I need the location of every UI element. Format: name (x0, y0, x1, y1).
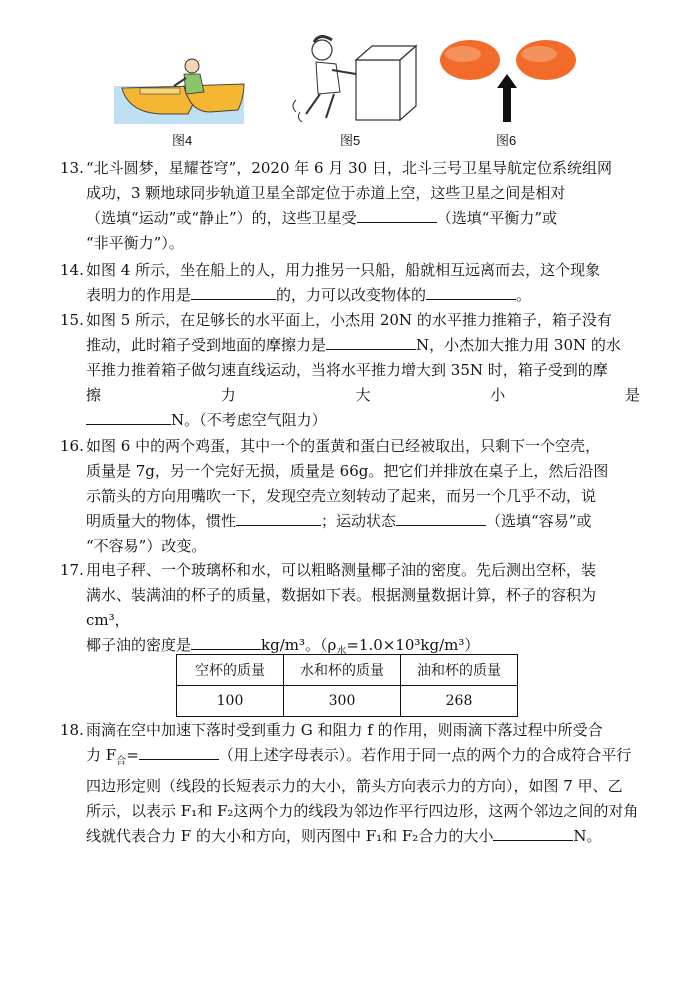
q15-char: 是 (624, 386, 640, 404)
q13-text-a: （选填“运动”或“静止”）的，这些卫星受 (86, 209, 357, 227)
fig4-boats-drawing (114, 59, 244, 124)
answer-blank[interactable] (86, 409, 171, 425)
figure-row (0, 0, 696, 150)
q17-subscript: 水 (336, 646, 347, 657)
table-cell: 268 (401, 686, 518, 717)
answer-blank[interactable] (139, 744, 219, 760)
q13-line3 (86, 206, 640, 231)
q15-char: 小 (490, 386, 506, 404)
fig6-caption: 图6 (496, 133, 517, 148)
question-17 (60, 558, 640, 664)
question-number: 13. (60, 159, 84, 177)
q18-text-e: N。 (573, 827, 602, 845)
q18-text-c: （用上述字母表示）。若作用于同一点的两个力的合成符合平行 (218, 746, 632, 764)
table-header-cell: 水和杯的质量 (284, 655, 401, 686)
q16-text-b: ；运动状态 (321, 512, 397, 530)
q16-line4 (86, 509, 640, 534)
q13-text-b: （选填“平衡力”或 (436, 209, 558, 227)
question-number: 16. (60, 437, 84, 455)
question-number: 15. (60, 311, 84, 329)
q17-line3: cm³， (86, 611, 130, 629)
q14-line2 (86, 283, 640, 308)
answer-blank[interactable] (191, 634, 261, 650)
q18-line2 (86, 743, 640, 774)
q15-text-c: N。（不考虑空气阻力） (171, 411, 327, 429)
q16-line1: 如图 6 中的两个鸡蛋，其中一个的蛋黄和蛋白已经被取出，只剩下一个空壳， (86, 437, 601, 455)
answer-blank[interactable] (236, 510, 321, 526)
fig6-eggs-drawing (440, 40, 576, 122)
question-number: 18. (60, 721, 84, 739)
question-number: 17. (60, 561, 84, 579)
fig5-person-box-drawing (293, 36, 416, 122)
q18-line5 (86, 824, 640, 849)
q15-text-a: 推动，此时箱子受到地面的摩擦力是 (86, 336, 327, 354)
q15-line5 (86, 408, 640, 433)
q18-text-a: 力 F (86, 746, 117, 764)
q16-line3: 示箭头的方向用嘴吹一下，发现空壳立刻转动了起来，而另一个几乎不动，说 (86, 487, 597, 505)
q15-char: 擦 (86, 386, 102, 404)
fig4-caption: 图4 (172, 133, 193, 148)
mass-data-table (176, 654, 518, 717)
q14-text-a: 表明力的作用是 (86, 286, 192, 304)
q17-line2: 满水、装满油的杯子的质量，数据如下表。根据测量数据计算，杯子的容积为 (86, 586, 597, 604)
q18-line3: 四边形定则（线段的长短表示力的大小，箭头方向表示力的方向），如图 7 甲、乙 (86, 777, 623, 795)
question-13 (60, 156, 640, 256)
q14-text-c: 。 (516, 286, 532, 304)
q15-char: 大 (355, 386, 371, 404)
question-18 (60, 718, 640, 849)
q17-text-c: =1.0×10³kg/m³） (346, 636, 480, 654)
q13-line1: “北斗圆梦，星耀苍穹”，2020 年 6 月 30 日，北斗三号卫星导航定位系统组网 (86, 159, 612, 177)
q17-text-a: 椰子油的密度是 (86, 636, 192, 654)
answer-blank[interactable] (357, 207, 437, 223)
q17-line1: 用电子秤、一个玻璃杯和水，可以粗略测量椰子油的密度。先后测出空杯，装 (86, 561, 597, 579)
q18-line4: 所示，以表示 F₁和 F₂这两个力的线段为邻边作平行四边形，这两个邻边之间的对角 (86, 802, 639, 820)
q16-text-a: 明质量大的物体，惯性 (86, 512, 237, 530)
q13-line4: “非平衡力”）。 (86, 234, 184, 252)
q15-line4 (86, 383, 640, 408)
table-cell: 300 (284, 686, 401, 717)
q16-text-c: （选填“容易”或 (486, 512, 592, 530)
q18-line1: 雨滴在空中加速下落时受到重力 G 和阻力 f 的作用，则雨滴下落过程中所受合 (86, 721, 603, 739)
q13-line2: 成功，3 颗地球同步轨道卫星全部定位于赤道上空，这些卫星之间是相对 (86, 184, 566, 202)
table-header-cell: 空杯的质量 (177, 655, 284, 686)
q16-line2: 质量是 7g，另一个完好无损，质量是 66g。把它们并排放在桌子上，然后沿图 (86, 462, 609, 480)
table-header-row (177, 655, 518, 686)
q14-line1: 如图 4 所示，坐在船上的人，用力推另一只船，船就相互远离而去，这个现象 (86, 261, 601, 279)
table-row (177, 686, 518, 717)
question-14 (60, 258, 640, 308)
q18-text-d: 线就代表合力 F 的大小和方向，则丙图中 F₁和 F₂合力的大小 (86, 827, 494, 845)
q15-line1: 如图 5 所示，在足够长的水平面上，小杰用 20N 的水平推力推箱子，箱子没有 (86, 311, 612, 329)
q14-text-b: 的，力可以改变物体的 (276, 286, 427, 304)
q16-line5: “不容易”）改变。 (86, 537, 207, 555)
fig5-caption: 图5 (340, 133, 361, 148)
table-header-cell: 油和杯的质量 (401, 655, 518, 686)
q15-line3: 平推力推着箱子做匀速直线运动，当将水平推力增大到 35N 时，箱子受到的摩 (86, 361, 608, 379)
answer-blank[interactable] (191, 284, 276, 300)
q15-line2 (86, 333, 640, 358)
question-number: 14. (60, 261, 84, 279)
figure-illustrations (0, 0, 696, 130)
q18-text-b: = (126, 746, 139, 764)
answer-blank[interactable] (426, 284, 516, 300)
q18-subscript: 合 (116, 756, 127, 767)
table-cell: 100 (177, 686, 284, 717)
answer-blank[interactable] (493, 825, 573, 841)
q17-text-b: kg/m³。（ρ (261, 636, 337, 654)
answer-blank[interactable] (326, 334, 416, 350)
q15-char: 力 (220, 386, 236, 404)
q15-text-b: N，小杰加大推力用 30N 的水 (416, 336, 621, 354)
answer-blank[interactable] (396, 510, 486, 526)
question-16 (60, 434, 640, 559)
question-15 (60, 308, 640, 433)
